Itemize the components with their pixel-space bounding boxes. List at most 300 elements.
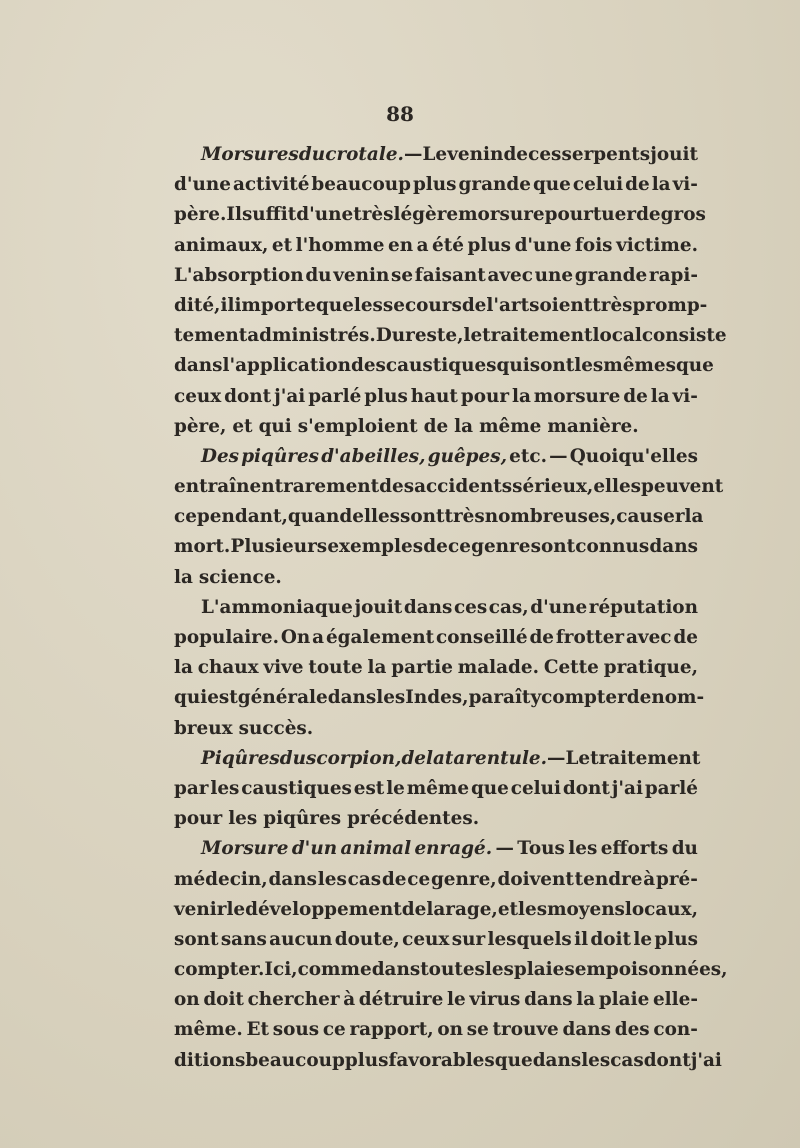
text-line bbox=[174, 834, 698, 864]
word: y bbox=[530, 687, 542, 709]
word: Indes, bbox=[405, 687, 469, 709]
word: a bbox=[312, 627, 325, 648]
word: le bbox=[633, 928, 653, 950]
word: très bbox=[592, 294, 633, 316]
word: Et bbox=[246, 1019, 269, 1041]
text-line bbox=[174, 1015, 698, 1045]
word: des bbox=[350, 355, 386, 377]
word: empoisonnées, bbox=[574, 959, 728, 981]
italic-heading-word: d'abeilles, bbox=[321, 445, 426, 467]
text-line bbox=[174, 774, 698, 804]
italic-heading-word: guêpes, bbox=[427, 445, 507, 467]
word: d'une bbox=[530, 596, 588, 618]
word: Plusieurs bbox=[230, 536, 328, 558]
word: le bbox=[226, 898, 246, 920]
text-line bbox=[174, 865, 698, 895]
word: les bbox=[568, 838, 598, 860]
word: animaux, bbox=[174, 234, 269, 256]
word: pour bbox=[174, 808, 223, 830]
word: qui bbox=[258, 415, 292, 437]
word: Il bbox=[226, 204, 242, 226]
word: populaire. bbox=[174, 627, 280, 648]
word: plus bbox=[344, 1049, 389, 1071]
text-line bbox=[174, 623, 698, 653]
word: également bbox=[325, 627, 435, 648]
word: les bbox=[353, 294, 383, 316]
text-line bbox=[174, 291, 708, 321]
word: —Le bbox=[404, 144, 448, 165]
text-line bbox=[174, 925, 698, 955]
italic-heading-word: du bbox=[279, 747, 307, 769]
word: sans bbox=[220, 928, 267, 950]
word: très bbox=[444, 506, 485, 528]
word: elles bbox=[593, 476, 642, 498]
word: ces bbox=[453, 596, 488, 618]
word: Le bbox=[565, 747, 591, 769]
word: même bbox=[406, 777, 470, 799]
word: parlé bbox=[308, 385, 362, 407]
text-line bbox=[174, 321, 727, 351]
word: elle- bbox=[652, 989, 698, 1011]
word: caustiques bbox=[385, 355, 497, 377]
word: les bbox=[228, 808, 258, 830]
word: dans bbox=[649, 536, 698, 558]
word: ce bbox=[322, 1019, 346, 1041]
word: même. bbox=[174, 1019, 243, 1041]
word: j'ai bbox=[690, 1049, 722, 1071]
word: et bbox=[232, 415, 253, 437]
word: conseillé bbox=[436, 627, 528, 648]
word: promp- bbox=[632, 294, 708, 316]
word: générale bbox=[237, 687, 328, 709]
word: il bbox=[220, 294, 235, 316]
word: malade. bbox=[457, 657, 539, 679]
word: vive bbox=[263, 657, 304, 679]
word: serpents bbox=[561, 144, 651, 165]
word: la bbox=[367, 657, 387, 679]
italic-heading-word: de bbox=[401, 747, 426, 769]
word: développement bbox=[245, 898, 402, 920]
word: morsure bbox=[458, 204, 545, 226]
word: plus bbox=[364, 385, 408, 407]
word: genre, bbox=[430, 868, 497, 890]
word: moyens bbox=[547, 898, 625, 920]
body-text bbox=[174, 140, 728, 1076]
word: paraît bbox=[468, 687, 531, 709]
word: précédentes. bbox=[347, 808, 480, 830]
word: dont bbox=[562, 777, 610, 799]
word: doit bbox=[203, 989, 244, 1011]
word: et bbox=[271, 234, 293, 256]
word: toute bbox=[308, 657, 363, 679]
word: grande bbox=[458, 174, 531, 196]
word: les bbox=[518, 898, 548, 920]
word: la bbox=[684, 506, 704, 528]
word: le bbox=[386, 777, 405, 799]
word: le bbox=[446, 989, 466, 1011]
word: de bbox=[381, 868, 407, 890]
word: con- bbox=[653, 1019, 698, 1041]
word: faisant bbox=[414, 264, 486, 286]
word: des bbox=[379, 476, 415, 498]
word: la bbox=[454, 415, 474, 437]
word: venin bbox=[447, 144, 504, 165]
text-line bbox=[174, 532, 698, 562]
text-line bbox=[174, 955, 728, 985]
word: dont bbox=[224, 385, 272, 407]
text-line bbox=[174, 472, 724, 502]
word: exemples bbox=[327, 536, 424, 558]
word: dans bbox=[371, 959, 421, 981]
word: nombreuses, bbox=[484, 506, 617, 528]
word: venir bbox=[174, 898, 227, 920]
italic-heading-word: scorpion, bbox=[306, 747, 402, 769]
word: les bbox=[376, 687, 406, 709]
word: j'ai bbox=[611, 777, 643, 799]
word: nom- bbox=[651, 687, 705, 709]
word: sous bbox=[272, 1019, 320, 1041]
word: dans bbox=[562, 1019, 611, 1041]
word: grande bbox=[574, 264, 648, 286]
word: accidents bbox=[414, 476, 513, 498]
word: très bbox=[353, 204, 394, 226]
text-line bbox=[174, 382, 698, 412]
word: avec bbox=[625, 627, 672, 648]
text-line bbox=[174, 140, 698, 170]
word: morsure bbox=[533, 385, 621, 407]
word: avec bbox=[487, 264, 533, 286]
word: causer bbox=[616, 506, 685, 528]
italic-heading-word: la bbox=[426, 747, 445, 769]
text-line bbox=[174, 593, 698, 623]
word: de bbox=[636, 204, 661, 226]
text-line bbox=[174, 653, 698, 683]
word: pré- bbox=[656, 868, 698, 890]
italic-heading-word: Morsures bbox=[201, 144, 299, 165]
word: les bbox=[574, 355, 604, 377]
word: plus bbox=[467, 234, 512, 256]
word: j'ai bbox=[274, 385, 306, 407]
word: science. bbox=[198, 566, 282, 588]
word: rapi- bbox=[648, 264, 698, 286]
word: sont bbox=[174, 928, 219, 950]
word: doivent bbox=[497, 868, 574, 890]
text-line bbox=[174, 261, 698, 291]
word: été bbox=[432, 234, 464, 256]
word: on bbox=[174, 989, 200, 1011]
word: traitement bbox=[590, 747, 701, 769]
word: comme bbox=[297, 959, 372, 981]
word: se bbox=[391, 264, 414, 286]
word: la bbox=[426, 898, 446, 920]
word: des bbox=[614, 1019, 650, 1041]
word: par bbox=[174, 777, 209, 799]
italic-heading-word: Des bbox=[201, 445, 240, 467]
word: celui bbox=[510, 777, 562, 799]
word: et bbox=[497, 898, 519, 920]
word: tuer bbox=[592, 204, 637, 226]
word: s'emploient bbox=[297, 415, 418, 437]
italic-heading-word: d'un bbox=[291, 838, 338, 860]
word: compter bbox=[541, 687, 627, 709]
word: piqûres bbox=[263, 808, 342, 830]
word: mort. bbox=[174, 536, 231, 558]
word: Du bbox=[375, 325, 406, 347]
word: secours bbox=[382, 294, 462, 316]
word: qui bbox=[174, 687, 208, 709]
word: père, bbox=[174, 415, 227, 437]
text-line bbox=[174, 563, 698, 593]
word: fois bbox=[575, 234, 613, 256]
text-line bbox=[174, 200, 706, 230]
word: consiste bbox=[641, 325, 727, 347]
word: ces bbox=[528, 144, 562, 165]
word: sont bbox=[530, 536, 576, 558]
word: les bbox=[317, 868, 347, 890]
word: dont bbox=[643, 1049, 691, 1071]
word: l'application bbox=[222, 355, 351, 377]
word: local bbox=[592, 325, 642, 347]
word: beaucoup bbox=[245, 1049, 345, 1071]
italic-heading-word: Morsure bbox=[201, 838, 289, 860]
word: Ici, bbox=[264, 959, 298, 981]
word: de bbox=[423, 536, 448, 558]
word: détruire bbox=[358, 989, 444, 1011]
word: pratique, bbox=[603, 657, 698, 679]
word: doit bbox=[590, 928, 632, 950]
word: sur bbox=[451, 928, 486, 950]
text-line bbox=[174, 985, 698, 1015]
italic-heading-word: animal bbox=[340, 838, 412, 860]
text-line bbox=[174, 683, 705, 713]
text-line bbox=[174, 170, 698, 200]
word: réputation bbox=[588, 596, 698, 618]
word: la bbox=[650, 385, 670, 407]
word: la bbox=[511, 385, 531, 407]
italic-heading-word: piqûres bbox=[241, 445, 320, 467]
word: plus bbox=[412, 174, 457, 196]
word: que bbox=[315, 294, 354, 316]
word: plaie bbox=[598, 989, 650, 1011]
text-line bbox=[174, 895, 698, 925]
word: de bbox=[423, 415, 449, 437]
word: On bbox=[280, 627, 311, 648]
word: succès. bbox=[238, 717, 314, 739]
word: de bbox=[623, 385, 648, 407]
word: les bbox=[210, 777, 240, 799]
word: frotter bbox=[555, 627, 625, 648]
word: dité, bbox=[174, 294, 221, 316]
word: a bbox=[416, 234, 429, 256]
word: du bbox=[305, 264, 332, 286]
word: plaies bbox=[513, 959, 575, 981]
word: la bbox=[651, 174, 671, 196]
italic-heading-word: tarentule. bbox=[444, 747, 548, 769]
word: L'absorption bbox=[174, 264, 304, 286]
word: manière. bbox=[547, 415, 639, 437]
word: la bbox=[576, 989, 596, 1011]
word: dans bbox=[268, 868, 317, 890]
word: de bbox=[401, 898, 427, 920]
word: cas bbox=[610, 1049, 644, 1071]
word: de bbox=[625, 174, 650, 196]
text-line bbox=[174, 1046, 722, 1076]
word: le bbox=[463, 325, 483, 347]
word: vi- bbox=[672, 385, 698, 407]
word: l'homme bbox=[295, 234, 385, 256]
word: que bbox=[532, 174, 571, 196]
word: il bbox=[574, 928, 589, 950]
word: à bbox=[343, 989, 356, 1011]
word: de bbox=[461, 294, 487, 316]
word: les bbox=[484, 959, 514, 981]
word: rage, bbox=[445, 898, 498, 920]
word: quand bbox=[287, 506, 353, 528]
word: dans bbox=[174, 355, 223, 377]
word: traitement bbox=[482, 325, 593, 347]
word: soient bbox=[529, 294, 593, 316]
word: de bbox=[529, 627, 554, 648]
word: peuvent bbox=[641, 476, 724, 498]
word: que bbox=[675, 355, 714, 377]
word: importe bbox=[234, 294, 316, 316]
word: ce bbox=[407, 868, 431, 890]
word: jouit bbox=[650, 144, 698, 165]
word: entraînent bbox=[174, 476, 284, 498]
word: pour bbox=[460, 385, 510, 407]
word: se bbox=[466, 1019, 489, 1041]
word: celui bbox=[572, 174, 624, 196]
italic-heading-word: du bbox=[298, 144, 326, 165]
word: même bbox=[479, 415, 542, 437]
text-line bbox=[174, 744, 701, 774]
word: les bbox=[581, 1049, 611, 1071]
text-line bbox=[174, 351, 714, 381]
word: médecin, bbox=[174, 868, 268, 890]
word: la bbox=[174, 657, 193, 679]
word: du bbox=[671, 838, 698, 860]
word: virus bbox=[469, 989, 521, 1011]
word: activité bbox=[232, 174, 310, 196]
word: sont bbox=[529, 355, 575, 377]
word: dans bbox=[403, 596, 453, 618]
word: de bbox=[673, 627, 698, 648]
word: rarement bbox=[283, 476, 380, 498]
word: elles bbox=[352, 506, 400, 528]
word: on bbox=[437, 1019, 464, 1041]
word: tement bbox=[174, 325, 248, 347]
word: compter. bbox=[174, 959, 265, 981]
italic-heading-word: crotale. bbox=[325, 144, 404, 165]
word: parlé bbox=[644, 777, 698, 799]
word: dans bbox=[532, 1049, 582, 1071]
word: sont bbox=[400, 506, 445, 528]
word: ceux bbox=[402, 928, 450, 950]
word: légère bbox=[393, 204, 459, 226]
word: favorables bbox=[388, 1049, 495, 1071]
word: victime. bbox=[616, 234, 698, 256]
text-line bbox=[174, 804, 698, 834]
word: père. bbox=[174, 204, 227, 226]
word: ce bbox=[448, 536, 471, 558]
word: vi- bbox=[672, 174, 698, 196]
word: l'art bbox=[486, 294, 530, 316]
word: L'ammoniaque bbox=[201, 596, 353, 618]
word: ditions bbox=[174, 1049, 246, 1071]
word: chaux bbox=[197, 657, 259, 679]
word: une bbox=[534, 264, 574, 286]
page-number: 88 bbox=[386, 102, 414, 126]
italic-heading-word: enragé. bbox=[414, 838, 493, 860]
word: qui bbox=[496, 355, 530, 377]
word: est bbox=[353, 777, 385, 799]
word: de bbox=[503, 144, 529, 165]
word: efforts bbox=[600, 838, 669, 860]
word: genre bbox=[471, 536, 531, 558]
word: pour bbox=[544, 204, 593, 226]
word: en bbox=[388, 234, 414, 256]
word: dans bbox=[524, 989, 573, 1011]
word: est bbox=[207, 687, 238, 709]
word: cependant, bbox=[174, 506, 288, 528]
word: haut bbox=[410, 385, 458, 407]
word: jouit bbox=[354, 596, 403, 618]
word: cas, bbox=[488, 596, 529, 618]
word: Cette bbox=[543, 657, 599, 679]
word: d'une bbox=[514, 234, 572, 256]
word: reste, bbox=[405, 325, 464, 347]
word: Quoiqu'elles bbox=[569, 445, 698, 467]
word: caustiques bbox=[241, 777, 352, 799]
word: beaucoup bbox=[311, 174, 411, 196]
word: breux bbox=[174, 717, 233, 739]
word: d'une bbox=[296, 204, 354, 226]
word: rapport, bbox=[349, 1019, 434, 1041]
text-line bbox=[174, 412, 698, 442]
word: suffit bbox=[241, 204, 297, 226]
word: que bbox=[470, 777, 509, 799]
word: — bbox=[547, 747, 566, 769]
word: ceux bbox=[174, 385, 222, 407]
word: toutes bbox=[420, 959, 485, 981]
text-line bbox=[174, 442, 698, 472]
word: lesquels bbox=[487, 928, 572, 950]
word: locaux, bbox=[624, 898, 699, 920]
word: d'une bbox=[174, 174, 231, 196]
word: connus bbox=[575, 536, 650, 558]
word: doute, bbox=[334, 928, 400, 950]
text-line bbox=[174, 502, 704, 532]
word: venin bbox=[333, 264, 390, 286]
word: mêmes bbox=[603, 355, 676, 377]
text-line bbox=[174, 231, 698, 261]
word: etc. bbox=[509, 445, 547, 467]
word: cas bbox=[347, 868, 382, 890]
word: partie bbox=[391, 657, 453, 679]
word: à bbox=[643, 868, 656, 890]
word: de bbox=[626, 687, 652, 709]
word: chercher bbox=[247, 989, 340, 1011]
word: que bbox=[494, 1049, 533, 1071]
word: — bbox=[495, 838, 514, 860]
italic-heading-word: Piqûres bbox=[201, 747, 280, 769]
word: trouve bbox=[492, 1019, 559, 1041]
text-line bbox=[174, 714, 698, 744]
word: gros bbox=[660, 204, 706, 226]
word: plus bbox=[654, 928, 698, 950]
word: tendre bbox=[574, 868, 643, 890]
word: sérieux, bbox=[512, 476, 594, 498]
